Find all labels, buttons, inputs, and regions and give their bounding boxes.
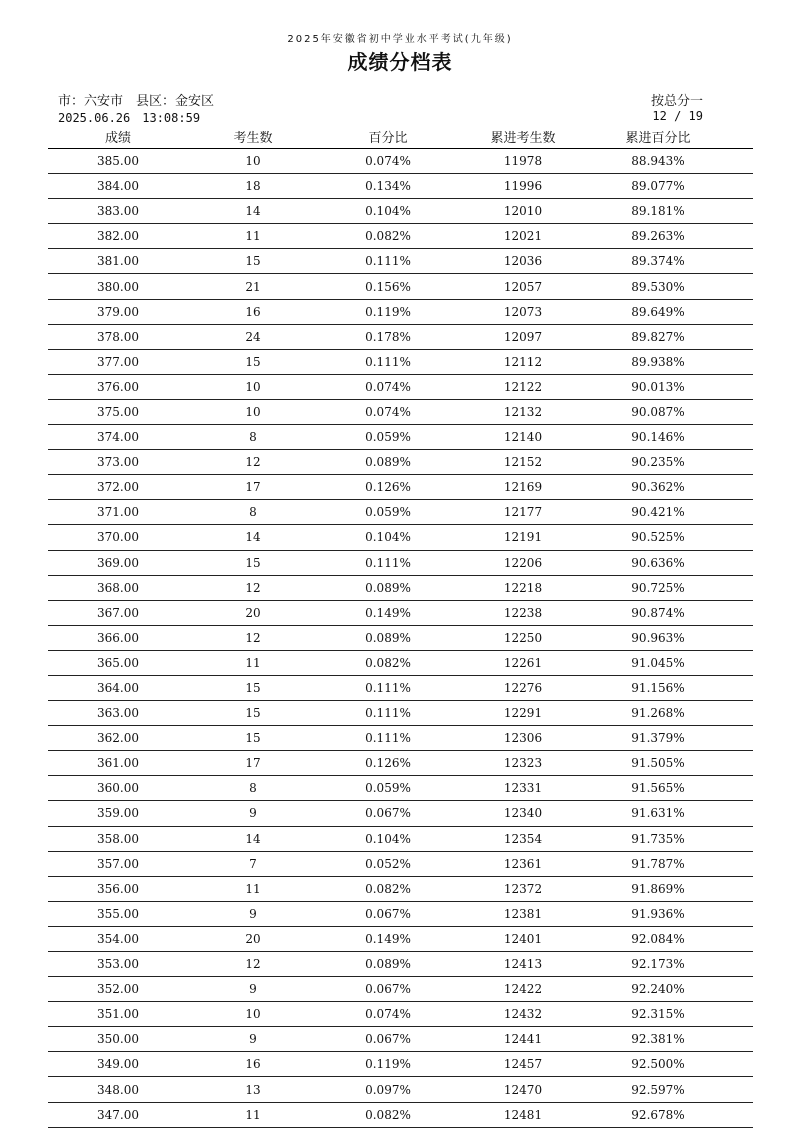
cell-score: 380.00 bbox=[97, 279, 139, 294]
cell-count: 18 bbox=[245, 179, 261, 194]
cell-count: 15 bbox=[245, 354, 261, 369]
cell-percent: 0.097% bbox=[365, 1082, 411, 1097]
column-header-cumulative-percent: 累进百分比 bbox=[625, 130, 691, 146]
cell-percent: 0.059% bbox=[365, 430, 411, 445]
cell-cumulative-count: 12361 bbox=[503, 856, 543, 871]
cell-score: 382.00 bbox=[97, 229, 139, 244]
cell-score: 350.00 bbox=[97, 1032, 139, 1047]
cell-score: 368.00 bbox=[97, 580, 139, 595]
cell-score: 349.00 bbox=[97, 1057, 139, 1072]
cell-cumulative-percent: 91.268% bbox=[631, 706, 685, 721]
column-header-count: 考生数 bbox=[233, 130, 273, 146]
cell-cumulative-count: 12122 bbox=[503, 379, 543, 394]
table-row bbox=[48, 475, 753, 500]
cell-cumulative-count: 12481 bbox=[503, 1107, 543, 1122]
table-row bbox=[48, 902, 753, 927]
table-row bbox=[48, 1052, 753, 1077]
cell-count: 17 bbox=[245, 756, 261, 771]
cell-percent: 0.067% bbox=[365, 906, 411, 921]
cell-score: 356.00 bbox=[97, 881, 139, 896]
cell-percent: 0.059% bbox=[365, 781, 411, 796]
cell-cumulative-percent: 90.421% bbox=[631, 505, 685, 520]
cell-count: 9 bbox=[249, 1032, 257, 1047]
cell-count: 12 bbox=[245, 455, 261, 470]
table-row bbox=[48, 325, 753, 350]
cell-cumulative-count: 12191 bbox=[503, 530, 543, 545]
cell-percent: 0.134% bbox=[365, 179, 411, 194]
cell-percent: 0.067% bbox=[365, 1032, 411, 1047]
cell-percent: 0.082% bbox=[365, 229, 411, 244]
cell-cumulative-count: 12250 bbox=[503, 630, 543, 645]
cell-count: 10 bbox=[245, 404, 261, 419]
cell-count: 11 bbox=[245, 881, 261, 896]
cell-cumulative-count: 12470 bbox=[503, 1082, 543, 1097]
table-body bbox=[48, 149, 753, 1128]
cell-cumulative-count: 12021 bbox=[503, 229, 543, 244]
cell-cumulative-percent: 90.963% bbox=[631, 630, 685, 645]
cell-percent: 0.089% bbox=[365, 957, 411, 972]
table-row bbox=[48, 601, 753, 626]
cell-percent: 0.089% bbox=[365, 580, 411, 595]
cell-cumulative-percent: 92.597% bbox=[631, 1082, 685, 1097]
cell-percent: 0.119% bbox=[365, 304, 411, 319]
cell-cumulative-count: 11996 bbox=[503, 179, 543, 194]
cell-cumulative-count: 12331 bbox=[503, 781, 543, 796]
cell-cumulative-count: 12010 bbox=[503, 204, 543, 219]
table-row bbox=[48, 525, 753, 550]
table-row bbox=[48, 400, 753, 425]
table-row bbox=[48, 776, 753, 801]
cell-cumulative-count: 12306 bbox=[503, 731, 543, 746]
cell-count: 10 bbox=[245, 379, 261, 394]
cell-cumulative-percent: 92.315% bbox=[631, 1007, 685, 1022]
cell-cumulative-percent: 89.077% bbox=[631, 179, 685, 194]
cell-score: 351.00 bbox=[97, 1007, 139, 1022]
cell-cumulative-percent: 91.156% bbox=[631, 681, 685, 696]
table-row bbox=[48, 375, 753, 400]
cell-score: 384.00 bbox=[97, 179, 139, 194]
cell-cumulative-count: 12432 bbox=[503, 1007, 543, 1022]
exam-title: 2025年安徽省初中学业水平考试(九年级) bbox=[287, 34, 513, 45]
table-row bbox=[48, 651, 753, 676]
cell-percent: 0.178% bbox=[365, 329, 411, 344]
cell-percent: 0.067% bbox=[365, 806, 411, 821]
cell-score: 376.00 bbox=[97, 379, 139, 394]
cell-percent: 0.052% bbox=[365, 856, 411, 871]
cell-score: 353.00 bbox=[97, 957, 139, 972]
cell-score: 369.00 bbox=[97, 555, 139, 570]
cell-cumulative-count: 12097 bbox=[503, 329, 543, 344]
cell-percent: 0.111% bbox=[365, 681, 411, 696]
cell-cumulative-percent: 91.505% bbox=[631, 756, 685, 771]
cell-count: 15 bbox=[245, 555, 261, 570]
table-row bbox=[48, 249, 753, 274]
cell-cumulative-count: 12441 bbox=[503, 1032, 543, 1047]
cell-cumulative-percent: 91.045% bbox=[631, 655, 685, 670]
cell-cumulative-percent: 92.678% bbox=[631, 1107, 685, 1122]
cell-score: 365.00 bbox=[97, 655, 139, 670]
table-row bbox=[48, 977, 753, 1002]
cell-cumulative-percent: 92.240% bbox=[631, 982, 685, 997]
cell-cumulative-count: 12422 bbox=[503, 982, 543, 997]
cell-count: 9 bbox=[249, 806, 257, 821]
cell-cumulative-count: 12291 bbox=[503, 706, 543, 721]
cell-percent: 0.074% bbox=[365, 404, 411, 419]
cell-cumulative-percent: 90.146% bbox=[631, 430, 685, 445]
table-row bbox=[48, 1002, 753, 1027]
cell-percent: 0.111% bbox=[365, 731, 411, 746]
cell-cumulative-percent: 89.938% bbox=[631, 354, 685, 369]
cell-percent: 0.082% bbox=[365, 1107, 411, 1122]
cell-percent: 0.111% bbox=[365, 555, 411, 570]
cell-count: 21 bbox=[245, 279, 261, 294]
cell-cumulative-percent: 92.381% bbox=[631, 1032, 685, 1047]
cell-score: 362.00 bbox=[97, 731, 139, 746]
cell-count: 10 bbox=[245, 154, 261, 169]
cell-cumulative-percent: 90.087% bbox=[631, 404, 685, 419]
cell-percent: 0.119% bbox=[365, 1057, 411, 1072]
table-row bbox=[48, 852, 753, 877]
cell-score: 379.00 bbox=[97, 304, 139, 319]
cell-percent: 0.059% bbox=[365, 505, 411, 520]
cell-cumulative-count: 12218 bbox=[503, 580, 543, 595]
table-row bbox=[48, 1027, 753, 1052]
cell-score: 385.00 bbox=[97, 154, 139, 169]
cell-cumulative-percent: 90.235% bbox=[631, 455, 685, 470]
cell-cumulative-count: 12152 bbox=[503, 455, 543, 470]
cell-score: 372.00 bbox=[97, 480, 139, 495]
cell-percent: 0.104% bbox=[365, 204, 411, 219]
cell-cumulative-count: 12401 bbox=[503, 931, 543, 946]
cell-cumulative-percent: 90.725% bbox=[631, 580, 685, 595]
cell-cumulative-percent: 89.263% bbox=[631, 229, 685, 244]
cell-cumulative-count: 12140 bbox=[503, 430, 543, 445]
cell-percent: 0.104% bbox=[365, 530, 411, 545]
table-row bbox=[48, 827, 753, 852]
table-row bbox=[48, 676, 753, 701]
table-row bbox=[48, 952, 753, 977]
cell-cumulative-percent: 90.874% bbox=[631, 605, 685, 620]
cell-score: 383.00 bbox=[97, 204, 139, 219]
table-row bbox=[48, 500, 753, 525]
cell-cumulative-count: 12112 bbox=[503, 354, 543, 369]
cell-score: 378.00 bbox=[97, 329, 139, 344]
cell-count: 8 bbox=[249, 505, 257, 520]
table-row bbox=[48, 626, 753, 651]
table-row bbox=[48, 149, 753, 174]
cell-percent: 0.082% bbox=[365, 881, 411, 896]
cell-count: 11 bbox=[245, 655, 261, 670]
table-header bbox=[48, 124, 753, 149]
cell-cumulative-percent: 90.636% bbox=[631, 555, 685, 570]
cell-count: 12 bbox=[245, 630, 261, 645]
cell-score: 360.00 bbox=[97, 781, 139, 796]
cell-cumulative-percent: 89.530% bbox=[631, 279, 685, 294]
table-row bbox=[48, 174, 753, 199]
table-row bbox=[48, 877, 753, 902]
print-datetime: 2025.06.26 13:08:59 bbox=[58, 111, 201, 125]
cell-count: 8 bbox=[249, 781, 257, 796]
cell-count: 24 bbox=[245, 329, 261, 344]
cell-score: 348.00 bbox=[97, 1082, 139, 1097]
cell-cumulative-percent: 92.500% bbox=[631, 1057, 685, 1072]
cell-count: 14 bbox=[245, 831, 261, 846]
table-row bbox=[48, 1077, 753, 1102]
score-table bbox=[48, 124, 753, 1128]
cell-score: 364.00 bbox=[97, 681, 139, 696]
cell-count: 11 bbox=[245, 1107, 261, 1122]
cell-cumulative-percent: 91.735% bbox=[631, 831, 685, 846]
cell-count: 15 bbox=[245, 681, 261, 696]
cell-cumulative-count: 12276 bbox=[503, 681, 543, 696]
cell-cumulative-count: 12372 bbox=[503, 881, 543, 896]
cell-count: 14 bbox=[245, 530, 261, 545]
table-row bbox=[48, 425, 753, 450]
cell-count: 16 bbox=[245, 1057, 261, 1072]
cell-score: 357.00 bbox=[97, 856, 139, 871]
cell-count: 11 bbox=[245, 229, 261, 244]
page-title: 成绩分档表 bbox=[347, 50, 453, 74]
cell-cumulative-percent: 90.362% bbox=[631, 480, 685, 495]
cell-score: 363.00 bbox=[97, 706, 139, 721]
cell-score: 377.00 bbox=[97, 354, 139, 369]
table-row bbox=[48, 801, 753, 826]
cell-percent: 0.126% bbox=[365, 480, 411, 495]
cell-cumulative-count: 12169 bbox=[503, 480, 543, 495]
table-row bbox=[48, 350, 753, 375]
table-row bbox=[48, 300, 753, 325]
cell-score: 373.00 bbox=[97, 455, 139, 470]
cell-score: 352.00 bbox=[97, 982, 139, 997]
cell-score: 375.00 bbox=[97, 404, 139, 419]
cell-cumulative-percent: 88.943% bbox=[631, 154, 685, 169]
table-row bbox=[48, 551, 753, 576]
cell-cumulative-count: 12261 bbox=[503, 655, 543, 670]
cell-score: 370.00 bbox=[97, 530, 139, 545]
cell-score: 374.00 bbox=[97, 430, 139, 445]
cell-percent: 0.126% bbox=[365, 756, 411, 771]
cell-cumulative-count: 12457 bbox=[503, 1057, 543, 1072]
page-indicator: 12 / 19 bbox=[652, 109, 703, 123]
cell-count: 9 bbox=[249, 906, 257, 921]
cell-count: 14 bbox=[245, 204, 261, 219]
column-header-percent: 百分比 bbox=[368, 130, 408, 146]
cell-cumulative-count: 12413 bbox=[503, 957, 543, 972]
cell-cumulative-percent: 90.525% bbox=[631, 530, 685, 545]
table-row bbox=[48, 450, 753, 475]
table-row bbox=[48, 274, 753, 299]
cell-cumulative-percent: 91.379% bbox=[631, 731, 685, 746]
cell-percent: 0.111% bbox=[365, 254, 411, 269]
cell-percent: 0.074% bbox=[365, 379, 411, 394]
cell-percent: 0.156% bbox=[365, 279, 411, 294]
cell-score: 355.00 bbox=[97, 906, 139, 921]
table-row bbox=[48, 927, 753, 952]
cell-cumulative-percent: 89.827% bbox=[631, 329, 685, 344]
cell-count: 15 bbox=[245, 706, 261, 721]
cell-cumulative-percent: 90.013% bbox=[631, 379, 685, 394]
cell-count: 8 bbox=[249, 430, 257, 445]
cell-cumulative-percent: 91.869% bbox=[631, 881, 685, 896]
column-header-cumulative-count: 累进考生数 bbox=[490, 130, 556, 146]
table-row bbox=[48, 576, 753, 601]
cell-percent: 0.111% bbox=[365, 354, 411, 369]
cell-cumulative-count: 12238 bbox=[503, 605, 543, 620]
cell-count: 12 bbox=[245, 580, 261, 595]
cell-count: 15 bbox=[245, 731, 261, 746]
cell-count: 13 bbox=[245, 1082, 261, 1097]
cell-percent: 0.149% bbox=[365, 931, 411, 946]
cell-score: 359.00 bbox=[97, 806, 139, 821]
cell-score: 366.00 bbox=[97, 630, 139, 645]
cell-cumulative-percent: 89.374% bbox=[631, 254, 685, 269]
cell-cumulative-count: 12206 bbox=[503, 555, 543, 570]
cell-cumulative-count: 12354 bbox=[503, 831, 543, 846]
cell-percent: 0.074% bbox=[365, 154, 411, 169]
cell-cumulative-percent: 91.936% bbox=[631, 906, 685, 921]
cell-percent: 0.149% bbox=[365, 605, 411, 620]
column-header-score: 成绩 bbox=[104, 130, 131, 146]
cell-cumulative-count: 12177 bbox=[503, 505, 543, 520]
cell-cumulative-percent: 89.181% bbox=[631, 204, 685, 219]
cell-count: 12 bbox=[245, 957, 261, 972]
cell-count: 20 bbox=[245, 605, 261, 620]
cell-score: 371.00 bbox=[97, 505, 139, 520]
cell-percent: 0.082% bbox=[365, 655, 411, 670]
cell-cumulative-count: 12036 bbox=[503, 254, 543, 269]
cell-cumulative-percent: 91.787% bbox=[631, 856, 685, 871]
cell-score: 354.00 bbox=[97, 931, 139, 946]
table-row bbox=[48, 224, 753, 249]
cell-cumulative-count: 12132 bbox=[503, 404, 543, 419]
table-row bbox=[48, 701, 753, 726]
cell-score: 347.00 bbox=[97, 1107, 139, 1122]
location-info: 市：六安市 县区：金安区 bbox=[58, 94, 215, 109]
sort-label: 按总分一 bbox=[650, 94, 703, 109]
cell-cumulative-percent: 89.649% bbox=[631, 304, 685, 319]
table-row bbox=[48, 751, 753, 776]
table-row bbox=[48, 726, 753, 751]
cell-cumulative-count: 12381 bbox=[503, 906, 543, 921]
cell-cumulative-percent: 92.173% bbox=[631, 957, 685, 972]
cell-count: 7 bbox=[249, 856, 257, 871]
cell-cumulative-count: 12323 bbox=[503, 756, 543, 771]
cell-cumulative-count: 12073 bbox=[503, 304, 543, 319]
cell-score: 381.00 bbox=[97, 254, 139, 269]
cell-cumulative-count: 12340 bbox=[503, 806, 543, 821]
cell-score: 367.00 bbox=[97, 605, 139, 620]
cell-count: 20 bbox=[245, 931, 261, 946]
cell-percent: 0.074% bbox=[365, 1007, 411, 1022]
cell-percent: 0.089% bbox=[365, 630, 411, 645]
cell-cumulative-percent: 92.084% bbox=[631, 931, 685, 946]
cell-cumulative-count: 11978 bbox=[503, 154, 543, 169]
table-row bbox=[48, 1103, 753, 1128]
cell-cumulative-percent: 91.565% bbox=[631, 781, 685, 796]
cell-percent: 0.067% bbox=[365, 982, 411, 997]
cell-count: 10 bbox=[245, 1007, 261, 1022]
cell-cumulative-percent: 91.631% bbox=[631, 806, 685, 821]
cell-percent: 0.111% bbox=[365, 706, 411, 721]
cell-count: 15 bbox=[245, 254, 261, 269]
cell-percent: 0.104% bbox=[365, 831, 411, 846]
table-row bbox=[48, 199, 753, 224]
cell-count: 17 bbox=[245, 480, 261, 495]
cell-count: 9 bbox=[249, 982, 257, 997]
cell-score: 358.00 bbox=[97, 831, 139, 846]
cell-cumulative-count: 12057 bbox=[503, 279, 543, 294]
cell-percent: 0.089% bbox=[365, 455, 411, 470]
cell-count: 16 bbox=[245, 304, 261, 319]
cell-score: 361.00 bbox=[97, 756, 139, 771]
